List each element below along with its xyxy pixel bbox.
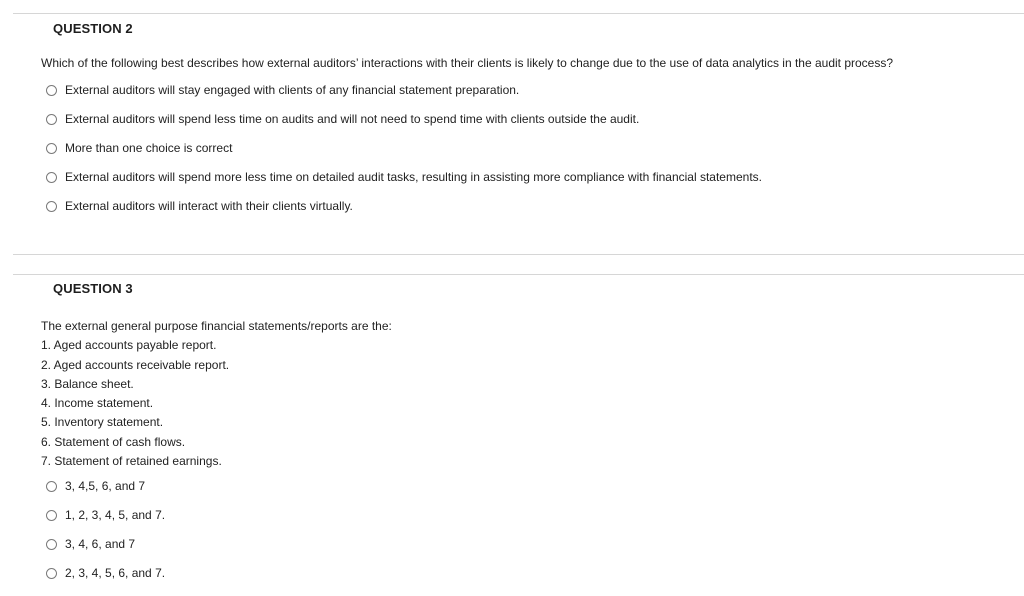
radio-button[interactable] bbox=[46, 510, 57, 521]
question-3-choices bbox=[46, 478, 165, 594]
radio-button[interactable] bbox=[46, 85, 57, 96]
question-2-heading: QUESTION 2 bbox=[53, 21, 133, 36]
choice-label: 3, 4,5, 6, and 7 bbox=[65, 479, 146, 493]
question-2-choice-4[interactable] bbox=[46, 169, 762, 198]
choice-label: External auditors will spend more less time on detailed audit tasks, resulting in assisting more compliance with financial statements. bbox=[65, 170, 762, 184]
radio-button[interactable] bbox=[46, 143, 57, 154]
choice-label: External auditors will spend less time on audits and will not need to spend time with clients outside the audit. bbox=[65, 112, 640, 126]
divider-middle-upper bbox=[13, 254, 1024, 255]
question-3-choice-1[interactable] bbox=[46, 478, 165, 507]
question-3-stem-item-2: 2. Aged accounts receivable report. bbox=[41, 357, 230, 372]
question-3-stem-item-5: 5. Inventory statement. bbox=[41, 415, 164, 430]
divider-middle-lower bbox=[13, 274, 1024, 275]
question-3-stem-item-3: 3. Balance sheet. bbox=[41, 376, 134, 391]
question-3-choice-2[interactable] bbox=[46, 507, 165, 536]
question-3-stem bbox=[41, 317, 392, 471]
question-3-stem-item-1: 1. Aged accounts payable report. bbox=[41, 338, 217, 353]
question-3-stem-intro: The external general purpose financial statements/reports are the: bbox=[41, 319, 392, 333]
question-3-heading: QUESTION 3 bbox=[53, 281, 133, 296]
question-3-stem-item-4: 4. Income statement. bbox=[41, 396, 154, 411]
radio-button[interactable] bbox=[46, 201, 57, 212]
choice-label: External auditors will stay engaged with clients of any financial statement preparation. bbox=[65, 83, 520, 97]
question-3-choice-4[interactable] bbox=[46, 565, 165, 594]
radio-button[interactable] bbox=[46, 114, 57, 125]
question-3-stem-item-7: 7. Statement of retained earnings. bbox=[41, 454, 222, 469]
radio-button[interactable] bbox=[46, 172, 57, 183]
radio-button[interactable] bbox=[46, 568, 57, 579]
radio-button[interactable] bbox=[46, 539, 57, 550]
choice-label: 1, 2, 3, 4, 5, and 7. bbox=[65, 508, 166, 522]
choice-label: More than one choice is correct bbox=[65, 141, 233, 155]
choice-label: 3, 4, 6, and 7 bbox=[65, 537, 136, 551]
question-2-choices bbox=[46, 82, 762, 227]
question-3-choice-3[interactable] bbox=[46, 536, 165, 565]
question-2-choice-1[interactable] bbox=[46, 82, 762, 111]
question-2-choice-5[interactable] bbox=[46, 198, 762, 227]
question-2-choice-2[interactable] bbox=[46, 111, 762, 140]
choice-label: 2, 3, 4, 5, 6, and 7. bbox=[65, 566, 166, 580]
radio-button[interactable] bbox=[46, 481, 57, 492]
question-3-stem-item-6: 6. Statement of cash flows. bbox=[41, 434, 186, 449]
question-2-stem: Which of the following best describes how external auditors’ interactions with their clients is likely to change due to the use of data analytics in the audit process? bbox=[41, 56, 894, 70]
divider-top bbox=[13, 13, 1024, 14]
choice-label: External auditors will interact with their clients virtually. bbox=[65, 199, 353, 213]
question-2-choice-3[interactable] bbox=[46, 140, 762, 169]
